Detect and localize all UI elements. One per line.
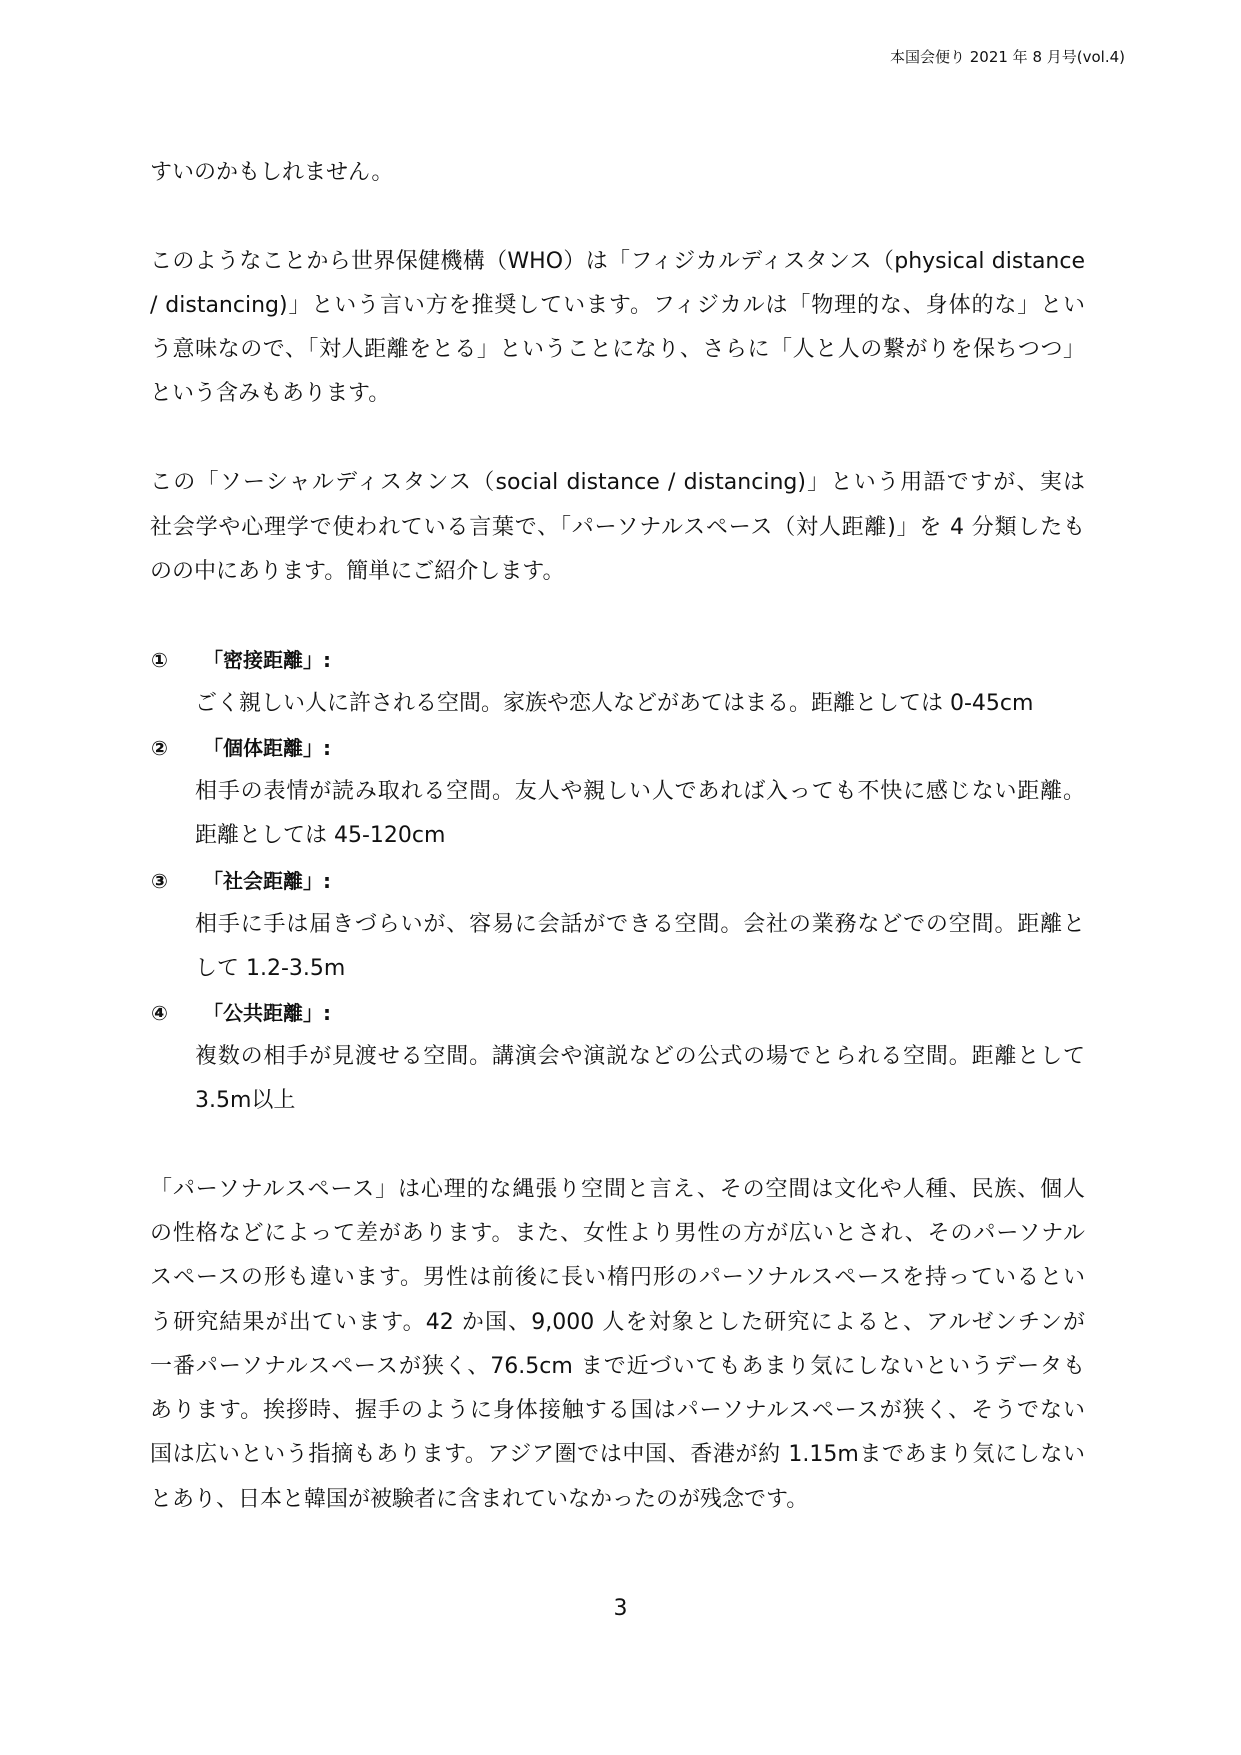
paragraph-line: とあり、日本と韓国が被験者に含まれていなかったのが残念です。 [150, 1487, 809, 1512]
paragraph-line: う研究結果が出ています。42 か国、9,000 人を対象とした研究によると、アルゼンチンが [150, 1310, 1085, 1335]
item-description: 相手の表情が読み取れる空間。友人や親しい人であれば入っても不快に感じない距離。 [195, 779, 1085, 804]
page-number: 3 [613, 1596, 628, 1621]
paragraph-line: う意味なので、「対人距離をとる」ということになり、さらに「人と人の繋がりを保ちつつ」 [150, 337, 1085, 362]
paragraph-line: スペースの形も違います。男性は前後に長い楕円形のパーソナルスペースを持っているとい [150, 1265, 1085, 1290]
item-description: 相手に手は届きづらいが、容易に会話ができる空間。会社の業務などでの空間。距離と [195, 912, 1085, 937]
item-number: ③ [151, 869, 168, 893]
item-description: 3.5m以上 [195, 1088, 296, 1113]
paragraph-line: 社会学や心理学で使われている言葉で、「パーソナルスペース（対人距離)」を 4 分類したも [150, 515, 1085, 540]
item-number: ① [151, 648, 168, 672]
item-title: 「公共距離」: [203, 1001, 331, 1025]
paragraph-line: 「パーソナルスペース」は心理的な縄張り空間と言え、その空間は文化や人種、民族、個人 [150, 1177, 1085, 1202]
paragraph-line: という含みもあります。 [150, 381, 391, 406]
item-number: ② [151, 736, 168, 760]
paragraph-line: / distancing)」という言い方を推奨しています。フィジカルは「物理的な、身体的な」とい [150, 293, 1085, 318]
item-description: 複数の相手が見渡せる空間。講演会や演説などの公式の場でとられる空間。距離として [195, 1044, 1085, 1069]
item-description: して 1.2-3.5m [195, 956, 346, 981]
item-title: 「密接距離」: [203, 648, 331, 672]
paragraph-line: 一番パーソナルスペースが狭く、76.5cm まで近づいてもあまり気にしないというデータも [150, 1354, 1085, 1379]
item-title: 「社会距離」: [203, 869, 331, 893]
paragraph-line: このようなことから世界保健機構（WHO）は「フィジカルディスタンス（physical distance [150, 249, 1085, 274]
item-description: ごく親しい人に許される空間。家族や恋人などがあてはまる。距離としては 0-45cm [195, 691, 1034, 716]
paragraph-line: この「ソーシャルディスタンス（social distance / distancing)」という用語ですが、実は [150, 470, 1085, 495]
item-number: ④ [151, 1001, 168, 1025]
paragraph-line: のの中にあります。簡単にご紹介します。 [150, 559, 565, 584]
item-title: 「個体距離」: [203, 736, 331, 760]
paragraph-line: あります。挨拶時、握手のように身体接触する国はパーソナルスペースが狭く、そうでない [150, 1398, 1085, 1423]
intro-line: すいのかもしれません。 [150, 160, 394, 185]
paragraph-line: の性格などによって差があります。また、女性より男性の方が広いとされ、そのパーソナル [150, 1221, 1085, 1246]
paragraph-line: 国は広いという指摘もあります。アジア圏では中国、香港が約 1.15mまであまり気にしない [150, 1442, 1085, 1467]
page-header: 本国会便り 2021 年 8 月号(vol.4) [889, 48, 1125, 66]
item-description: 距離としては 45-120cm [195, 823, 446, 848]
